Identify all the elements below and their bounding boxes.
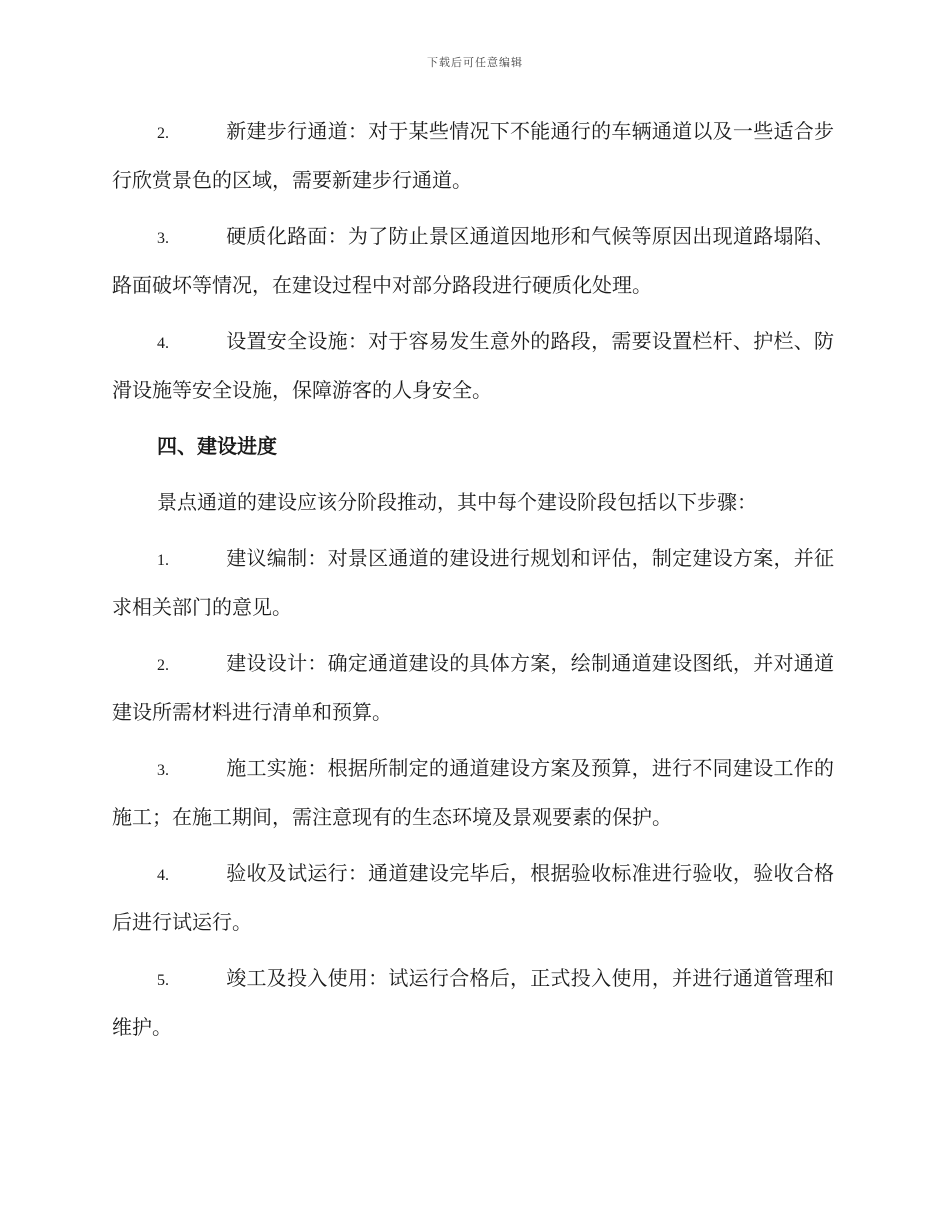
document-body	[112, 108, 834, 1060]
list-item	[112, 850, 834, 945]
list-item-text: 设置安全设施：对于容易发生意外的路段，需要设置栏杆、护栏、防滑设施等安全设施，保障游客的人身安全。	[112, 329, 834, 402]
header-note: 下载后可任意编辑	[427, 56, 523, 69]
list-item	[112, 108, 834, 203]
list-item-text: 施工实施：根据所制定的通道建设方案及预算，进行不同建设工作的施工；在施工期间，需注意现有的生态环境及景观要素的保护。	[112, 756, 834, 829]
list-item-text: 竣工及投入使用：试运行合格后，正式投入使用，并进行通道管理和维护。	[112, 966, 834, 1039]
section-intro: 景点通道的建设应该分阶段推动，其中每个建设阶段包括以下步骤：	[157, 490, 757, 514]
list-item-number: 2.	[157, 657, 169, 674]
list-item-number: 4.	[157, 335, 169, 352]
list-item-text: 建设设计：确定通道建设的具体方案，绘制通道建设图纸，并对通道建设所需材料进行清单和预算。	[112, 651, 834, 724]
list-item-text: 验收及试运行：通道建设完毕后，根据验收标准进行验收，验收合格后进行试运行。	[112, 861, 834, 934]
list-item-number: 2.	[157, 125, 169, 142]
list-item-number: 3.	[157, 230, 169, 247]
list-item-number: 4.	[157, 867, 169, 884]
list-item	[112, 640, 834, 735]
list-item	[112, 745, 834, 840]
list-item	[112, 955, 834, 1050]
list-item	[112, 318, 834, 413]
list-item-number: 5.	[157, 972, 169, 989]
section-heading: 四、建设进度	[157, 434, 277, 458]
list-item-text: 硬质化路面：为了防止景区通道因地形和气候等原因出现道路塌陷、路面破坏等情况，在建设过程中对部分路段进行硬质化处理。	[112, 224, 834, 297]
list-item-number: 3.	[157, 762, 169, 779]
list-item	[112, 535, 834, 630]
list-item-number: 1.	[157, 552, 169, 569]
list-item	[112, 213, 834, 308]
list-item-text: 建议编制：对景区通道的建设进行规划和评估，制定建设方案，并征求相关部门的意见。	[112, 546, 834, 619]
list-item-text: 新建步行通道：对于某些情况下不能通行的车辆通道以及一些适合步行欣赏景色的区域，需要新建步行通道。	[112, 119, 834, 192]
